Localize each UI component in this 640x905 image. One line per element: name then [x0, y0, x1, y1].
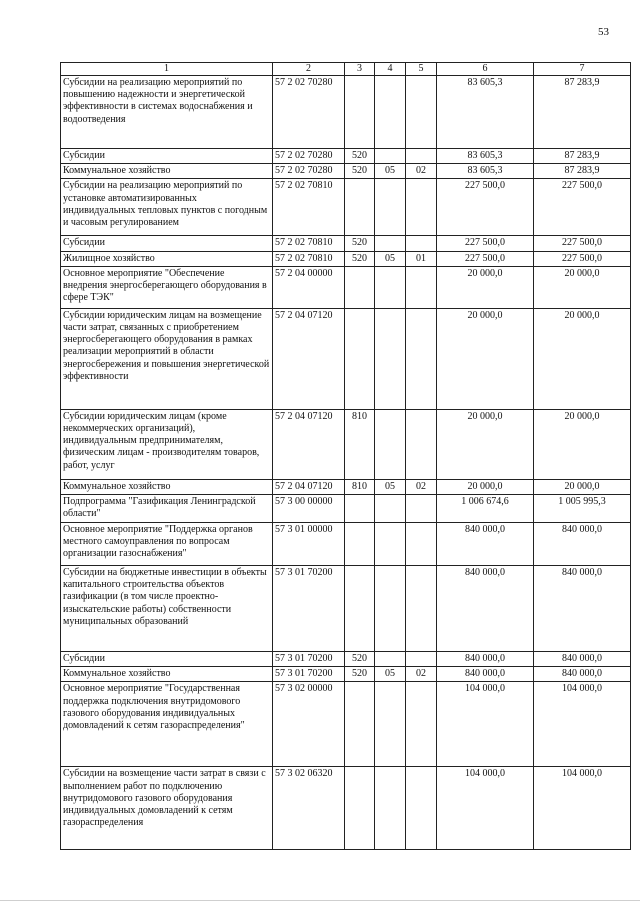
row-code-cell: 57 3 02 00000	[273, 682, 345, 767]
table-row	[61, 495, 631, 523]
row-pr-cell	[406, 495, 437, 523]
row-amount-2019-cell: 83 605,3	[437, 149, 534, 164]
row-vr-cell: 520	[345, 149, 375, 164]
row-amount-2020-cell: 87 283,9	[534, 149, 631, 164]
row-code-cell: 57 3 01 70200	[273, 566, 345, 652]
row-pr-cell: 02	[406, 667, 437, 682]
table-row	[61, 682, 631, 767]
row-name-cell: Субсидии	[61, 652, 273, 667]
row-code-cell: 57 2 04 07120	[273, 308, 345, 409]
table-row	[61, 652, 631, 667]
row-vr-cell: 520	[345, 251, 375, 266]
row-pr-cell	[406, 266, 437, 308]
row-code-cell: 57 3 00 00000	[273, 495, 345, 523]
row-amount-2019-cell: 104 000,0	[437, 767, 534, 850]
row-amount-2019-cell: 83 605,3	[437, 164, 534, 179]
row-code-cell: 57 2 04 07120	[273, 479, 345, 494]
row-amount-2020-cell: 1 005 995,3	[534, 495, 631, 523]
row-vr-cell	[345, 566, 375, 652]
row-amount-2020-cell: 20 000,0	[534, 479, 631, 494]
table-row	[61, 164, 631, 179]
row-amount-2019-cell: 20 000,0	[437, 479, 534, 494]
row-pr-cell	[406, 682, 437, 767]
row-name-cell: Основное мероприятие "Обеспечение внедрения энергосберегающего оборудования в сфере ТЭК"	[61, 266, 273, 308]
table-row	[61, 308, 631, 409]
row-vr-cell: 810	[345, 479, 375, 494]
table-row	[61, 179, 631, 236]
row-pr-cell: 02	[406, 164, 437, 179]
row-amount-2020-cell: 227 500,0	[534, 251, 631, 266]
row-amount-2020-cell: 104 000,0	[534, 682, 631, 767]
row-code-cell: 57 2 04 00000	[273, 266, 345, 308]
row-rz-cell	[375, 179, 406, 236]
header-cell: 1	[61, 63, 273, 76]
table-row	[61, 523, 631, 566]
row-amount-2019-cell: 840 000,0	[437, 566, 534, 652]
row-amount-2020-cell: 104 000,0	[534, 767, 631, 850]
row-rz-cell	[375, 682, 406, 767]
header-cell: 7	[534, 63, 631, 76]
row-rz-cell	[375, 495, 406, 523]
table-row	[61, 479, 631, 494]
row-amount-2020-cell: 87 283,9	[534, 164, 631, 179]
row-name-cell: Субсидии юридическим лицам на возмещение части затрат, связанных с приобретением энергосберегающего оборудования в рамках реализации мероприятий в области энергосбережения и повышения энергетической эффективности	[61, 308, 273, 409]
row-vr-cell	[345, 308, 375, 409]
row-rz-cell	[375, 266, 406, 308]
row-code-cell: 57 2 02 70810	[273, 236, 345, 251]
row-amount-2020-cell: 20 000,0	[534, 266, 631, 308]
row-rz-cell: 05	[375, 667, 406, 682]
row-amount-2019-cell: 104 000,0	[437, 682, 534, 767]
row-name-cell: Подпрограмма "Газификация Ленинградской области"	[61, 495, 273, 523]
row-amount-2019-cell: 840 000,0	[437, 652, 534, 667]
row-code-cell: 57 2 02 70810	[273, 251, 345, 266]
header-cell: 5	[406, 63, 437, 76]
row-pr-cell	[406, 409, 437, 479]
row-amount-2020-cell: 840 000,0	[534, 523, 631, 566]
row-code-cell: 57 3 02 06320	[273, 767, 345, 850]
table-row	[61, 767, 631, 850]
table-row	[61, 409, 631, 479]
row-pr-cell	[406, 566, 437, 652]
row-amount-2019-cell: 20 000,0	[437, 409, 534, 479]
table-row	[61, 149, 631, 164]
row-rz-cell: 05	[375, 251, 406, 266]
table-row	[61, 266, 631, 308]
row-name-cell: Основное мероприятие "Поддержка органов местного самоуправления по вопросам организации газоснабжения"	[61, 523, 273, 566]
row-vr-cell	[345, 179, 375, 236]
row-amount-2019-cell: 20 000,0	[437, 308, 534, 409]
row-pr-cell	[406, 767, 437, 850]
header-cell: 3	[345, 63, 375, 76]
row-pr-cell	[406, 652, 437, 667]
row-amount-2020-cell: 20 000,0	[534, 409, 631, 479]
row-vr-cell: 520	[345, 236, 375, 251]
row-vr-cell: 520	[345, 164, 375, 179]
row-pr-cell: 01	[406, 251, 437, 266]
row-name-cell: Субсидии	[61, 149, 273, 164]
row-code-cell: 57 3 01 70200	[273, 652, 345, 667]
row-pr-cell	[406, 76, 437, 149]
row-amount-2019-cell: 1 006 674,6	[437, 495, 534, 523]
row-amount-2019-cell: 840 000,0	[437, 667, 534, 682]
row-vr-cell	[345, 682, 375, 767]
row-amount-2019-cell: 83 605,3	[437, 76, 534, 149]
row-amount-2020-cell: 87 283,9	[534, 76, 631, 149]
row-rz-cell	[375, 409, 406, 479]
row-code-cell: 57 2 02 70280	[273, 76, 345, 149]
row-amount-2019-cell: 20 000,0	[437, 266, 534, 308]
row-vr-cell	[345, 266, 375, 308]
row-code-cell: 57 2 04 07120	[273, 409, 345, 479]
table-row	[61, 76, 631, 149]
table-header-row	[61, 63, 631, 76]
row-code-cell: 57 2 02 70810	[273, 179, 345, 236]
budget-table	[60, 62, 631, 850]
row-rz-cell	[375, 566, 406, 652]
row-amount-2019-cell: 840 000,0	[437, 523, 534, 566]
row-name-cell: Коммунальное хозяйство	[61, 667, 273, 682]
header-cell: 4	[375, 63, 406, 76]
row-rz-cell	[375, 236, 406, 251]
row-vr-cell: 520	[345, 652, 375, 667]
row-vr-cell	[345, 767, 375, 850]
row-name-cell: Коммунальное хозяйство	[61, 479, 273, 494]
row-code-cell: 57 2 02 70280	[273, 149, 345, 164]
row-name-cell: Субсидии на реализацию мероприятий по установке автоматизированных индивидуальных тепловых пунктов с погодным и часовым регулированием	[61, 179, 273, 236]
row-amount-2020-cell: 840 000,0	[534, 652, 631, 667]
row-vr-cell: 520	[345, 667, 375, 682]
row-vr-cell: 810	[345, 409, 375, 479]
row-name-cell: Коммунальное хозяйство	[61, 164, 273, 179]
row-name-cell: Жилищное хозяйство	[61, 251, 273, 266]
header-cell: 2	[273, 63, 345, 76]
row-vr-cell	[345, 495, 375, 523]
row-rz-cell: 05	[375, 479, 406, 494]
row-pr-cell	[406, 179, 437, 236]
scan-edge-line	[0, 900, 640, 901]
row-rz-cell: 05	[375, 164, 406, 179]
table-row	[61, 667, 631, 682]
row-code-cell: 57 2 02 70280	[273, 164, 345, 179]
table-row	[61, 566, 631, 652]
row-rz-cell	[375, 652, 406, 667]
row-amount-2020-cell: 20 000,0	[534, 308, 631, 409]
row-pr-cell	[406, 308, 437, 409]
row-pr-cell	[406, 236, 437, 251]
row-code-cell: 57 3 01 70200	[273, 667, 345, 682]
row-name-cell: Субсидии на реализацию мероприятий по повышению надежности и энергетической эффективности в системах водоснабжения и водоотведения	[61, 76, 273, 149]
row-pr-cell	[406, 149, 437, 164]
row-rz-cell	[375, 76, 406, 149]
page-number: 53	[598, 26, 609, 38]
row-amount-2019-cell: 227 500,0	[437, 251, 534, 266]
row-name-cell: Субсидии на бюджетные инвестиции в объекты капитального строительства объектов газификации (в том числе проектно-изыскательские работы) собственности муниципальных образований	[61, 566, 273, 652]
row-name-cell: Основное мероприятие "Государственная поддержка подключения внутридомового газового оборудования индивидуальных домовладений к сетям газораспределения"	[61, 682, 273, 767]
row-rz-cell	[375, 767, 406, 850]
row-name-cell: Субсидии на возмещение части затрат в связи с выполнением работ по подключению внутридомового газового оборудования индивидуальных домовладений к сетям газораспределения	[61, 767, 273, 850]
row-rz-cell	[375, 523, 406, 566]
row-rz-cell	[375, 308, 406, 409]
row-pr-cell: 02	[406, 479, 437, 494]
row-vr-cell	[345, 76, 375, 149]
table-row	[61, 236, 631, 251]
row-amount-2020-cell: 227 500,0	[534, 236, 631, 251]
row-amount-2019-cell: 227 500,0	[437, 179, 534, 236]
table-row	[61, 251, 631, 266]
row-name-cell: Субсидии	[61, 236, 273, 251]
row-amount-2019-cell: 227 500,0	[437, 236, 534, 251]
header-cell: 6	[437, 63, 534, 76]
row-pr-cell	[406, 523, 437, 566]
row-vr-cell	[345, 523, 375, 566]
row-name-cell: Субсидии юридическим лицам (кроме некоммерческих организаций), индивидуальным предпринимателям, физическим лицам - производителям товаров, работ, услуг	[61, 409, 273, 479]
row-rz-cell	[375, 149, 406, 164]
row-code-cell: 57 3 01 00000	[273, 523, 345, 566]
row-amount-2020-cell: 227 500,0	[534, 179, 631, 236]
row-amount-2020-cell: 840 000,0	[534, 667, 631, 682]
row-amount-2020-cell: 840 000,0	[534, 566, 631, 652]
